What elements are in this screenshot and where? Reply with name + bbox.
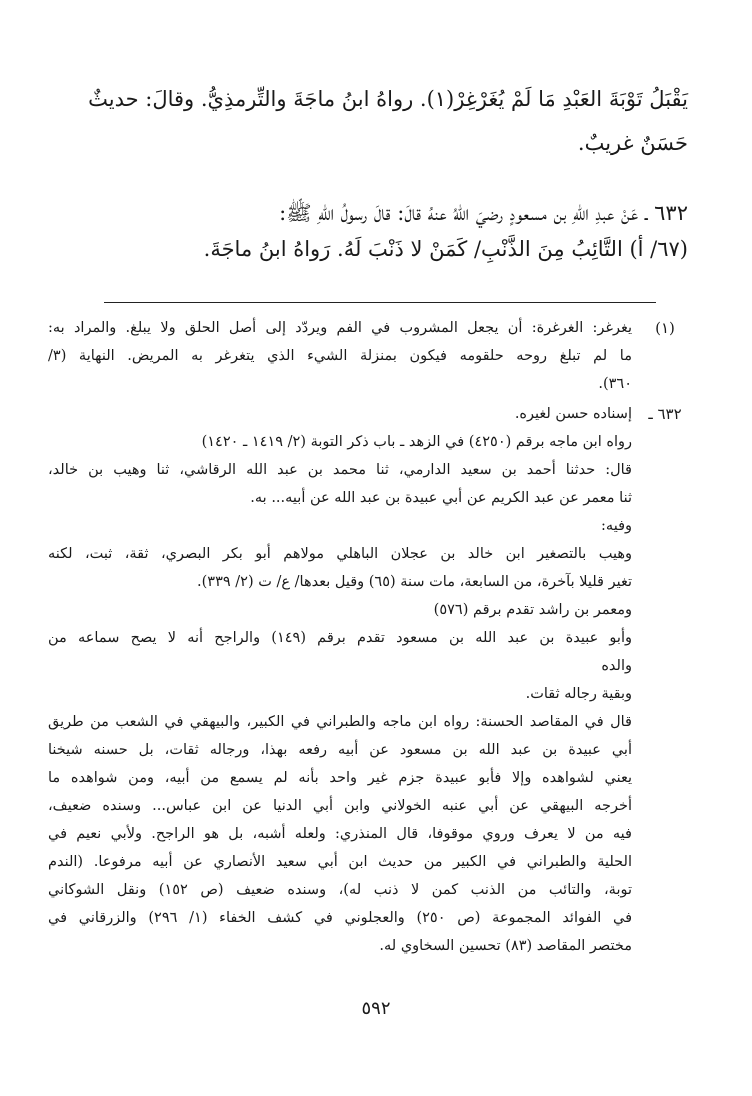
hadith-632-heading: ٦٣٢ ـ عَنْ عبدِ اللهِ بن مسعودٍ رضيَ اللهُ عنهُ قالَ: قالَ رسولُ اللهِ ﷺ: [279, 201, 688, 225]
footnote-1-marker: (١) [655, 319, 675, 337]
footnote-632-line: توبة، والتائب من الذنب كمن لا ذنب له)، وسنده ضعيف (ص ١٥٢) ونقل الشوكاني [48, 882, 633, 898]
footnote-632-line: أبي عبيدة بن عبد الله بن مسعود عن أبيه رفعه بهذا، ورجاله ثقات، بل حسنه شيخنا [48, 742, 632, 758]
footnote-separator [104, 302, 656, 303]
footnote-1-line: ما لم تبلغ روحه حلقومه فيكون بمنزلة الشيء الذي يتغرغر به المريض. النهاية (٣/ [48, 348, 632, 364]
footnote-632-line: رواه ابن ماجه برقم (٤٢٥٠) في الزهد ـ باب ذكر التوبة (٢/ ١٤١٩ ـ ١٤٢٠) [201, 434, 632, 450]
footnote-632-line: ومعمر بن راشد تقدم برقم (٥٧٦) [433, 602, 632, 618]
footnote-632-line: مختصر المقاصد (٨٣) تحسين السخاوي له. [379, 938, 632, 954]
footnote-1-line: يغرغر: الغرغرة: أن يجعل المشروب في الفم ويردّد إلى أصل الحلق ولا يبلغ. والمراد به: [48, 320, 632, 336]
footnote-632-line: الحلية والطبراني في الكبير من حديث ابن أبي سعيد الأنصاري عن أبيه مرفوعا. (الندم [48, 854, 632, 870]
footnote-632-line: يعني لشواهده وإلا فأبو عبيدة جزم غير واحد بأنه لم يسمع من أبيه، ومن شواهده ما [48, 770, 632, 786]
footnote-632-line: وأبو عبيدة بن عبد الله بن مسعود تقدم برقم (١٤٩) والراجح أنه لا يصح سماعه من [48, 630, 632, 646]
footnote-632-line: في الفوائد المجموعة (ص ٢٥٠) والعجلوني في كشف الخفاء (١/ ٢٩٦) والزرقاني في [48, 910, 632, 926]
hadith-632-text: (٦٧/ أ) التَّائِبُ مِنَ الذَّنْبِ/ كَمَنْ لا ذَنْبَ لَهُ. رَواهُ ابنُ ماجَةَ. [203, 237, 688, 261]
footnote-632-line: قال في المقاصد الحسنة: رواه ابن ماجه والطبراني في الكبير، والبيهقي في الشعب من طريق [48, 714, 632, 730]
footnote-632-line: وفيه: [601, 518, 632, 534]
main-text-line-2: حَسَنٌ غريبٌ. [577, 131, 688, 155]
footnote-632-line: والده [601, 658, 632, 674]
footnote-632-line: قال: حدثنا أحمد بن سعيد الدارمي، ثنا محمد بن عبد الله الرقاشي، ثنا وهيب بن خالد، [48, 462, 632, 478]
footnote-632-line: فيه من لا يعرف وروي موقوفا، قال المنذري: ولعله أشبه، بل هو الراجح. ولأبي نعيم في [48, 826, 632, 842]
footnote-632-line: إسناده حسن لغيره. [514, 406, 632, 422]
footnote-632-line: وهيب بالتصغير ابن خالد بن عجلان الباهلي مولاهم أبو بكر البصري، ثقة، ثبت، لكنه [48, 546, 632, 562]
footnote-632-line: ثنا معمر عن عبد الكريم عن أبي عبيدة بن عبد الله عن أبيه... به. [250, 490, 632, 506]
footnote-632-marker: ٦٣٢ ـ [648, 405, 682, 423]
footnote-632-line: وبقية رجاله ثقات. [525, 686, 632, 702]
footnote-632-line: تغير قليلا بآخرة، من السابعة، مات سنة (٦٥) وقيل بعدها/ ع/ ت (٢/ ٣٣٩). [197, 574, 632, 590]
page-number: ٥٩٢ [361, 998, 391, 1019]
footnote-632-line: أخرجه البيهقي عن أبي عنبه الخولاني وابن أبي الدنيا عن ابن عباس... وسنده ضعيف، [48, 798, 632, 814]
main-text-line-1: يَقْبَلُ تَوْبَةَ العَبْدِ مَا لَمْ يُغَرْغِرْ(١). رواهُ ابنُ ماجَةَ والتِّرمذِيُّ. وقالَ: حديثٌ [88, 87, 688, 111]
footnote-1-line: ٣٦٠). [598, 376, 632, 392]
